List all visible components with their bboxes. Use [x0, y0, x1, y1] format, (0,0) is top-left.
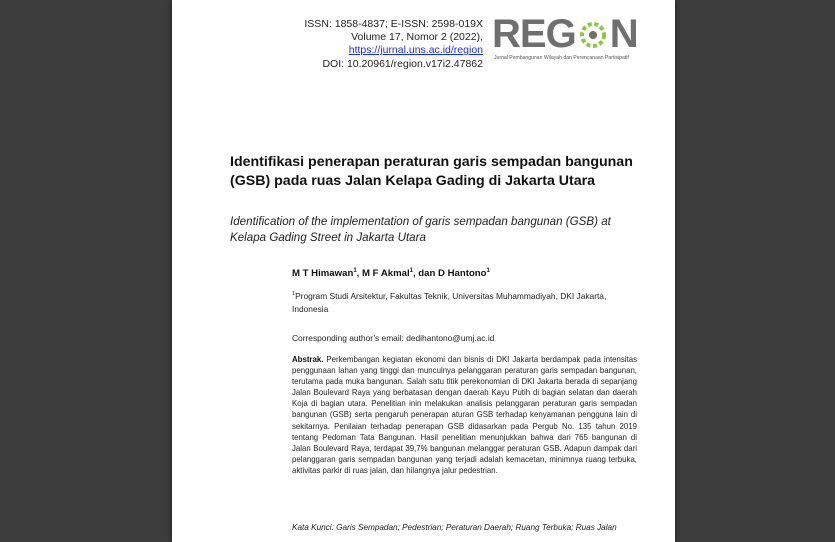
journal-url-link[interactable]: https://jurnal.uns.ac.id/region	[348, 44, 483, 57]
logo-word-left: REG	[492, 12, 576, 56]
paper-subtitle-english: Identification of the implementation of garis sempadan bangunan (GSB) at Kelapa Gading Street in Jakarta Utara	[230, 215, 611, 244]
author-name: M T Himawan	[292, 268, 354, 280]
affiliation-text: Program Studi Arsitektur, Fakultas Teknik, Universitas Muhammadiyah, DKI Jakarta, Indonesia	[292, 290, 607, 314]
affiliation-sup: 1	[292, 291, 296, 297]
abstract	[292, 354, 637, 476]
author-list	[292, 268, 652, 279]
abstract-text: Perkembangan kegiatan ekonomi dan bisnis di DKI Jakarta berdampak pada intensitas penggunaan lahan yang tinggi dan munculnya pelanggaran peraturan garis sempadan bangunan, terutama pada muka bangunan. Salah satu titik perekonomian di DKI Jakarta berada di sepanjang Jalan Boulevard Raya yang berbatasan dengan daerah Kayu Putih di bagian selatan dan daerah Koja di bagian utara. Penelitian inin melakukan analisis pelanggaran peraturan garis sempadan bangunan (GSB) serta pengaruh penerapan aturan GSB terhadap kenyamanan pengguna lain di sekitarnya. Penilaian terhadap penerapan GSB didasarkan pada Pergub No. 135 tahun 2019 tentang Pedoman Tata Bangunan. Hasil penelitian menunjukkan bahwa dari 765 bangunan di Jalan Boulevard Raya, terdapat 39,7% bangunan melanggar peraturan GSB. Adapun dampak dari pelanggaran garis sempadan bangunan yang terjadi adalah kemacetan, minimnya ruang terbuka, aktivitas parkir di ruas jalan, dan hilangnya jalur pedestrian.	[292, 355, 637, 475]
corresponding-email: Corresponding author’s email: dedihantono@umj.ac.id	[292, 333, 495, 343]
abstract-label: Abstrak.	[292, 355, 324, 364]
document-page	[172, 0, 675, 542]
journal-logo	[492, 14, 642, 66]
affiliation	[292, 288, 642, 316]
author-sup: 1	[486, 268, 490, 274]
logo-tagline: Jurnal Pembangunan Wilayah dan Perencanaan Partisipatif	[494, 55, 629, 61]
keywords: Kata Kunci: Garis Sempadan; Pedestrian; Peraturan Daerah; Ruang Terbuka; Ruas Jalan	[292, 523, 617, 532]
author-sup: 1	[409, 268, 413, 274]
author-sup: 1	[353, 268, 357, 274]
volume-line: Volume 17, Nomor 2 (2022),	[351, 31, 483, 44]
author-separator: ,	[356, 268, 362, 280]
logo-ring-icon	[577, 19, 609, 51]
journal-meta	[243, 18, 483, 71]
issn-line: ISSN: 1858-4837; E-ISSN: 2598-019X	[304, 18, 483, 30]
author-name: M F Akmal	[362, 268, 410, 280]
paper-title: Identifikasi penerapan peraturan garis sempadan bangunan (GSB) pada ruas Jalan Kelapa Gading di Jakarta Utara	[230, 154, 633, 189]
doi-line: DOI: 10.20961/region.v17i2.47862	[322, 57, 483, 70]
author-and: , dan	[412, 268, 439, 280]
logo-word-right: N	[609, 12, 638, 56]
author-name: D Hantono	[438, 268, 487, 280]
